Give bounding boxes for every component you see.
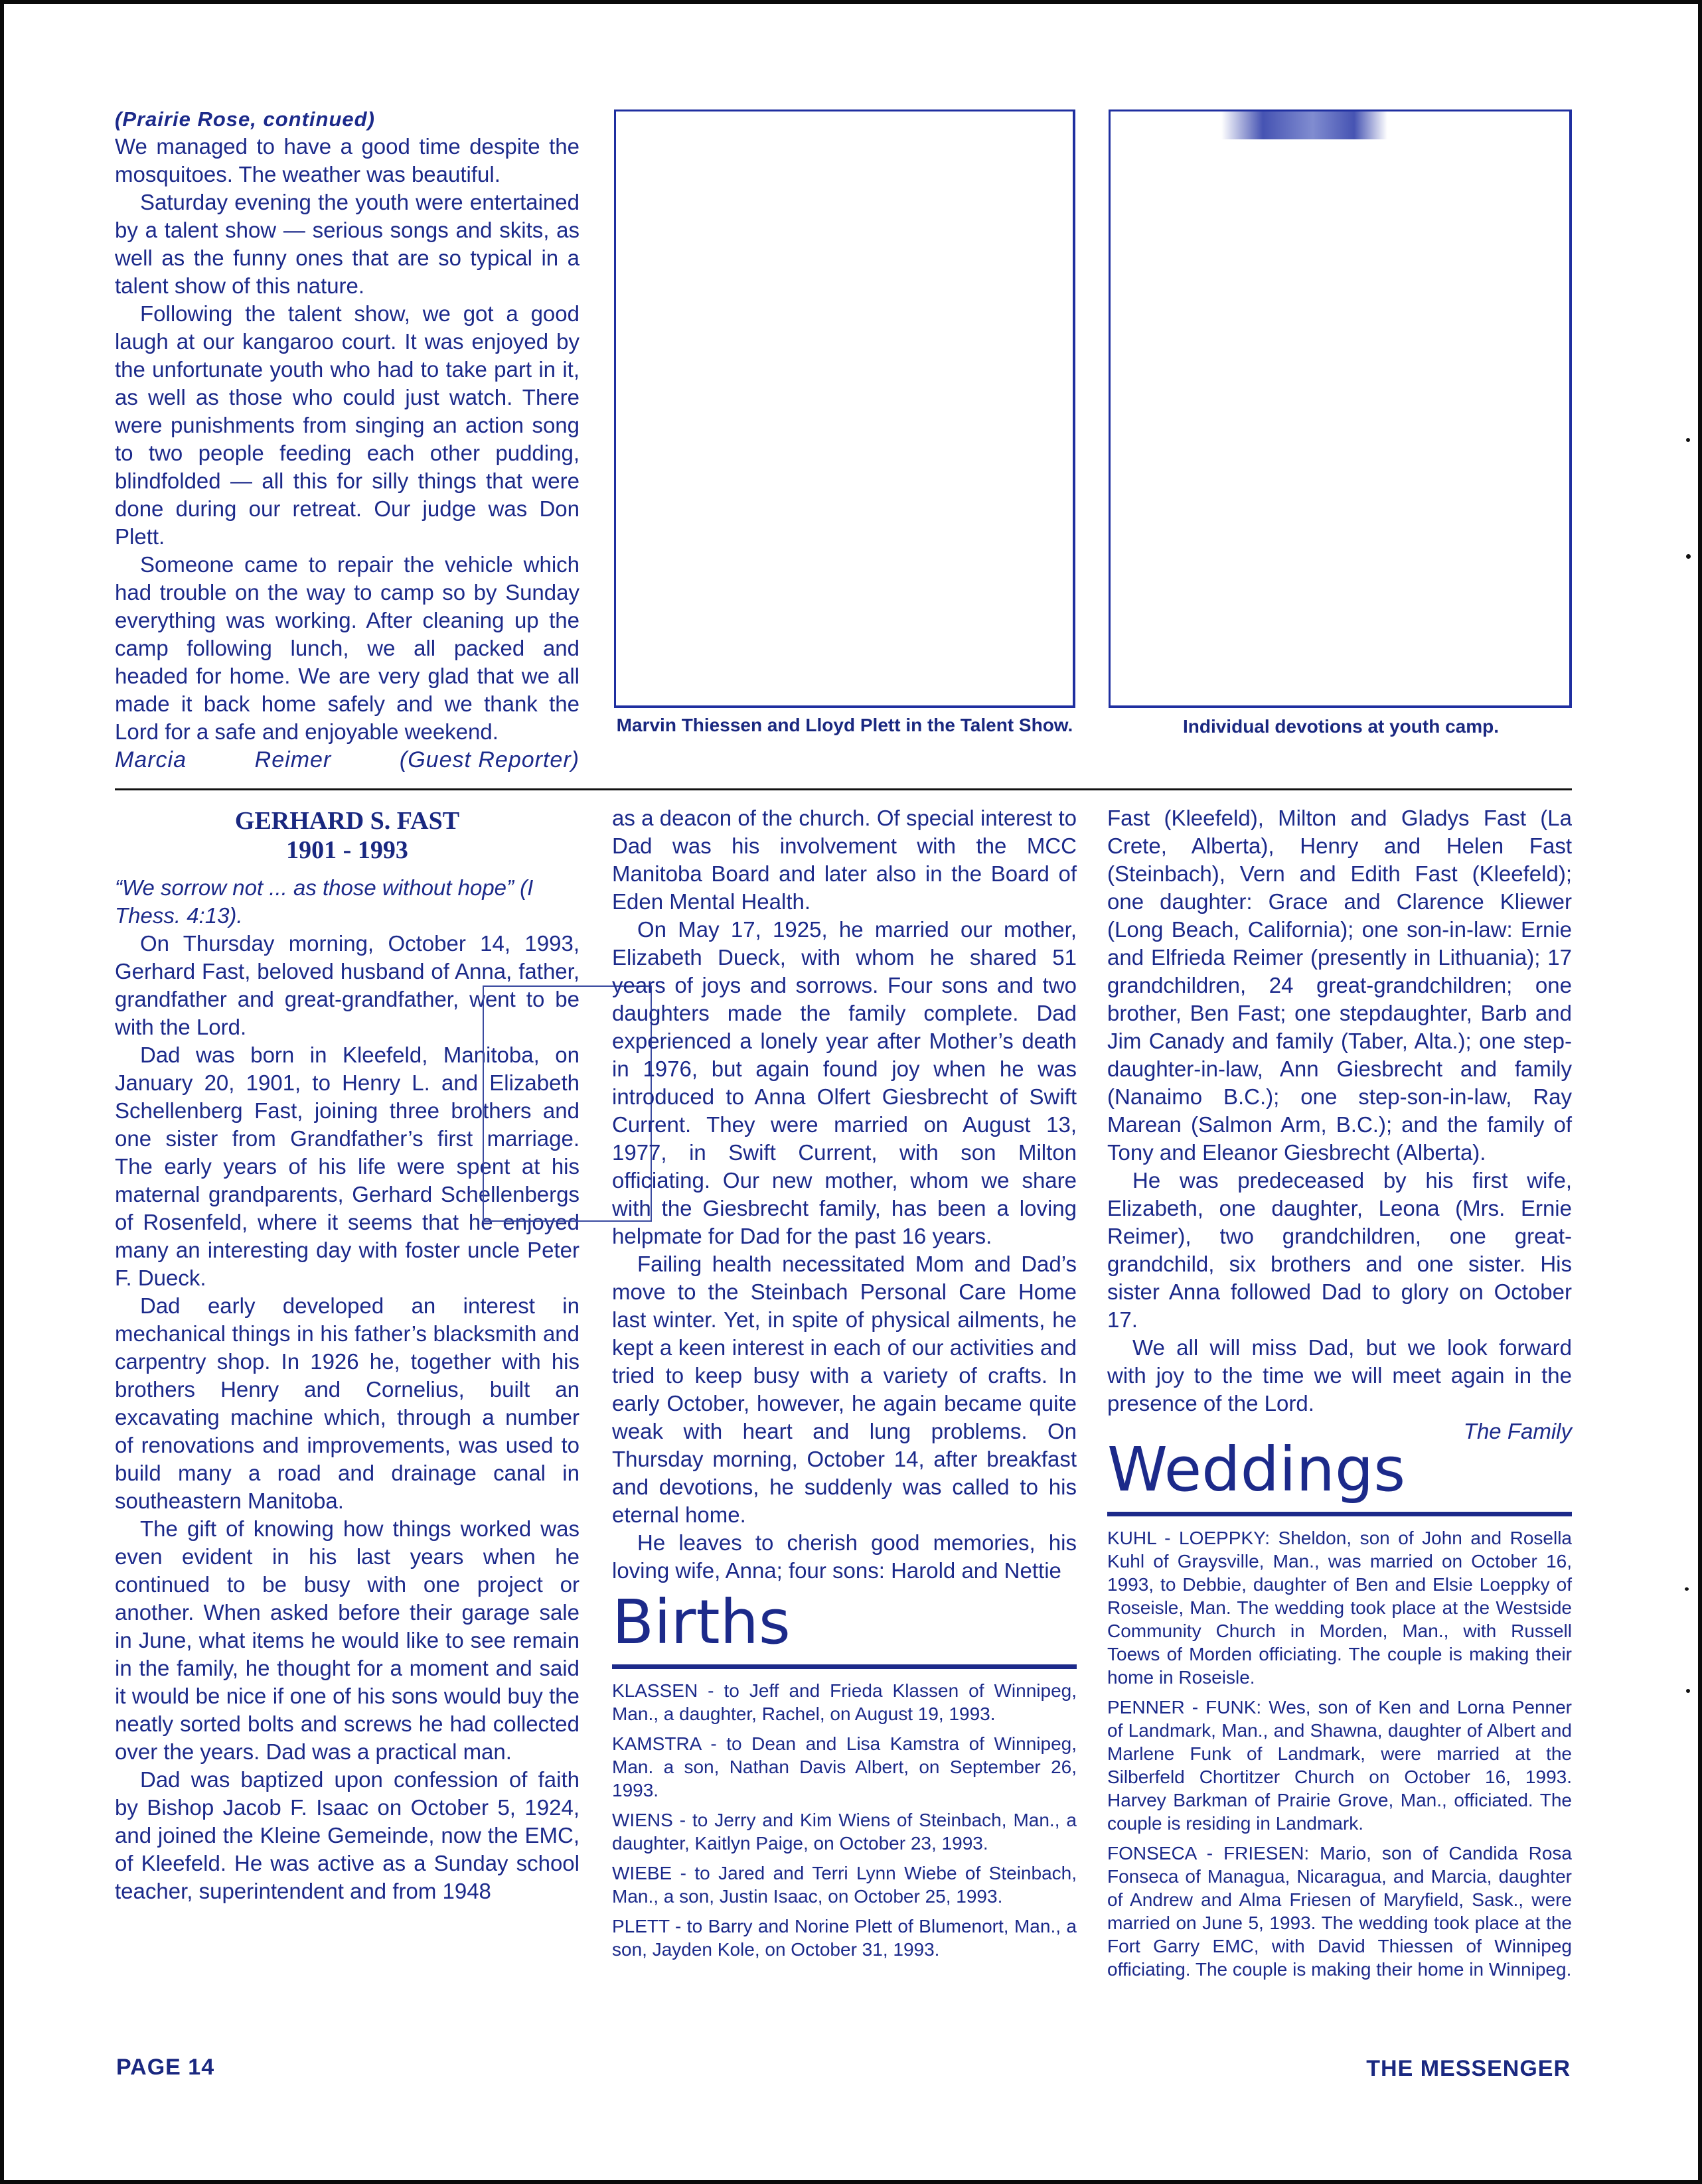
talent-show-caption: Marvin Thiessen and Lloyd Plett in the Talent Show. xyxy=(616,715,1073,735)
obituary-paragraph: On Thursday morning, October 14, 1993, Gerhard Fast, beloved husband of Anna, father, grandfather and great-grandfather, went to be with the Lord. xyxy=(115,931,580,1039)
obituary-paragraph: The gift of knowing how things worked was even evident in his last years when he continued to be busy with one project or another. When asked before their garage sale in June, what items he would like to see remain in the family, he thought for a moment and said it would be nice if one of his sons would buy the neatly sorted bolts and screws he had collected over the years. Dad was a practical man. xyxy=(115,1516,580,1764)
scan-speck xyxy=(1686,1689,1690,1693)
talent-show-photo xyxy=(614,109,1075,708)
obituary-paragraph: He was predeceased by his first wife, Elizabeth, one daughter, Leona (Mrs. Ernie Reimer), two grandchildren, one great-grandchild, six brothers and one sister. His sister Anna followed Dad to glory on October 17. xyxy=(1107,1168,1572,1332)
obituary-column-1 xyxy=(115,806,580,1905)
obituary-paragraph: Dad early developed an interest in mechanical things in his father’s blacksmith and carpentry shop. In 1926 he, together with his brothers Henry and Cornelius, built an excavating machine which, through a number of renovations and improvements, was used to build many a road and drainage canal in southeastern Manitoba. xyxy=(115,1293,580,1513)
youth-camp-photo xyxy=(1109,109,1572,708)
birth-entry: KLASSEN - to Jeff and Frieda Klassen of Winnipeg, Man., a daughter, Rachel, on August 19, 1993. xyxy=(612,1680,1077,1724)
section-divider xyxy=(115,788,1572,790)
births-list xyxy=(612,1679,1077,1968)
article-paragraph: Someone came to repair the vehicle which had trouble on the way to camp so by Sunday everything was working. After cleaning up the camp following lunch, we all packed and headed for home. We are very glad that we all made it back home safely and we thank the Lord for a safe and enjoyable weekend. xyxy=(115,552,580,744)
birth-entry: WIENS - to Jerry and Kim Wiens of Steinbach, Man., a daughter, Kaitlyn Paige, on October 23, 1993. xyxy=(612,1810,1077,1854)
births-heading: Births xyxy=(612,1587,791,1658)
article-paragraph: Saturday evening the youth were entertained by a talent show — serious songs and skits, as well as the funny ones that are so typical in a talent show of this nature. xyxy=(115,190,580,298)
obituary-paragraph: Fast (Kleefeld), Milton and Gladys Fast (La Crete, Alberta), Henry and Helen Fast (Steinbach), Vern and Edith Fast (Kleefeld); one daughter: Grace and Clarence Kliewer (Long Beach, California); one son-in-law: Ernie and Elfrieda Reimer (presently in Lithuania); 17 grandchildren, 24 great-grandchildren; one brother, Ben Fast; one stepdaughter, Barb and Jim Canady and family (Taber, Alta.); one step-daughter-in-law, Ann Giesbrecht and family (Nanaimo B.C.); one step-son-in-law, Ray Marean (Salmon Arm, B.C.); and the family of Tony and Eleanor Giesbrecht (Alberta). xyxy=(1107,806,1572,1165)
obituary-paragraph: We all will miss Dad, but we look forward with joy to the time we will meet again in the presence of the Lord. xyxy=(1107,1335,1572,1416)
article-paragraph: Following the talent show, we got a good laugh at our kangaroo court. It was enjoyed by the unfortunate youth who had to take part in it, as well as those who could just watch. There were punishments from singing an action song to two people feeding each other pudding, blindfolded — all this for silly things that were done during our retreat. Our judge was Don Plett. xyxy=(115,301,580,549)
byline xyxy=(115,746,580,774)
scan-speck xyxy=(1685,1587,1689,1591)
wedding-entry: PENNER - FUNK: Wes, son of Ken and Lorna Penner of Landmark, Man., and Shawna, daughter of Albert and Marlene Funk of Landmark, were married at the Silberfeld Chortitzer Church on October 16, 1993. Harvey Barkman of Prairie Grove, Man., officiated. The couple is residing in Landmark. xyxy=(1107,1697,1572,1834)
birth-entry: PLETT - to Barry and Norine Plett of Blumenort, Man., a son, Jayden Kole, on October 31, 1993. xyxy=(612,1916,1077,1960)
youth-camp-caption: Individual devotions at youth camp. xyxy=(1182,716,1500,737)
obituary-paragraph: Dad was born in Kleefeld, Manitoba, on January 20, 1901, to Henry L. and Elizabeth Schellenberg Fast, joining three brothers and one sister from Grandfather’s first marriage. The early years of his life were spent at his maternal grandparents, Gerhard Schellenbergs of Rosenfeld, where it seems that he enjoyed many an interesting day with foster uncle Peter F. Dueck. xyxy=(115,1043,580,1290)
obituary-column-3 xyxy=(1107,804,1572,1445)
weddings-rule xyxy=(1107,1512,1572,1516)
weddings-heading: Weddings xyxy=(1107,1434,1406,1505)
obituary-paragraph: He leaves to cherish good memories, his loving wife, Anna; four sons: Harold and Nettie xyxy=(612,1530,1077,1583)
obituary-years: 1901 - 1993 xyxy=(286,836,408,864)
obituary-signature: The Family xyxy=(1463,1419,1572,1443)
byline-last-name: Reimer xyxy=(254,747,332,772)
publication-name: THE MESSENGER xyxy=(1366,2056,1571,2081)
byline-role: (Guest Reporter) xyxy=(399,747,580,772)
obituary-quote: “We sorrow not ... as those without hope” (I Thess. 4:13). xyxy=(115,875,534,928)
prairie-rose-article xyxy=(115,106,580,774)
obituary-paragraph: Failing health necessitated Mom and Dad’s move to the Steinbach Personal Care Home last winter. Yet, in spite of physical ailments, he kept a keen interest in each of our activities and tried to keep busy with a variety of crafts. In early October, however, he again became quite weak with heart and lung problems. On Thursday morning, October 14, after breakfast and devotions, he suddenly was called to his eternal home. xyxy=(612,1252,1077,1527)
obituary-name: GERHARD S. FAST xyxy=(234,807,460,835)
photo-image-fragment xyxy=(1221,111,1387,139)
obituary-column-2 xyxy=(612,804,1077,1585)
birth-entry: KAMSTRA - to Dean and Lisa Kamstra of Winnipeg, Man. a son, Nathan Davis Albert, on September 26, 1993. xyxy=(612,1733,1077,1800)
obituary-paragraph: Dad was baptized upon confession of faith by Bishop Jacob F. Isaac on October 5, 1924, and joined the Kleine Gemeinde, now the EMC, of Kleefeld. He was active as a Sunday school teacher, superintendent and from 1948 xyxy=(115,1767,580,1903)
continued-kicker: (Prairie Rose, continued) xyxy=(115,108,375,131)
wedding-entry: KUHL - LOEPPKY: Sheldon, son of John and Rosella Kuhl of Graysville, Man., was married on October 16, 1993, to Debbie, daughter of Ben and Elsie Loeppky of Roseisle, Man. The wedding took place at the Westside Community Church in Morden, Man., with Russell Toews of Morden officiating. The couple is making their home in Roseisle. xyxy=(1107,1528,1572,1688)
scan-speck xyxy=(1686,438,1690,442)
births-rule xyxy=(612,1664,1077,1669)
weddings-list xyxy=(1107,1526,1572,1988)
wedding-entry: FONSECA - FRIESEN: Mario, son of Candida Rosa Fonseca of Managua, Nicaragua, and Marcia, daughter of Andrew and Alma Friesen of Maryfield, Sask., were married on June 5, 1993. The wedding took place at the Fort Garry EMC, with David Thiessen of Winnipeg officiating. The couple is making their home in Winnipeg. xyxy=(1107,1843,1572,1980)
obituary-paragraph: as a deacon of the church. Of special interest to Dad was his involvement with the MCC Manitoba Board and later also in the Board of Eden Mental Health. xyxy=(612,806,1077,914)
page-number: PAGE 14 xyxy=(116,2055,215,2080)
birth-entry: WIEBE - to Jared and Terri Lynn Wiebe of Steinbach, Man., a son, Justin Isaac, on October 25, 1993. xyxy=(612,1863,1077,1907)
byline-first-name: Marcia xyxy=(115,747,187,772)
scan-speck xyxy=(1686,554,1691,559)
obituary-paragraph: On May 17, 1925, he married our mother, Elizabeth Dueck, with whom he shared 51 years of joys and sorrows. Four sons and two daughters made the family complete. Dad experienced a lonely year after Mother’s death in 1976, but again found joy when he was introduced to Anna Olfert Giesbrecht of Swift Current. They were married on August 13, 1977, in Swift Current, with son Milton officiating. Our new mother, whom we share with the Giesbrecht family, has been a loving helpmate for Dad for the past 16 years. xyxy=(612,917,1077,1248)
article-paragraph: We managed to have a good time despite the mosquitoes. The weather was beautiful. xyxy=(115,134,580,186)
